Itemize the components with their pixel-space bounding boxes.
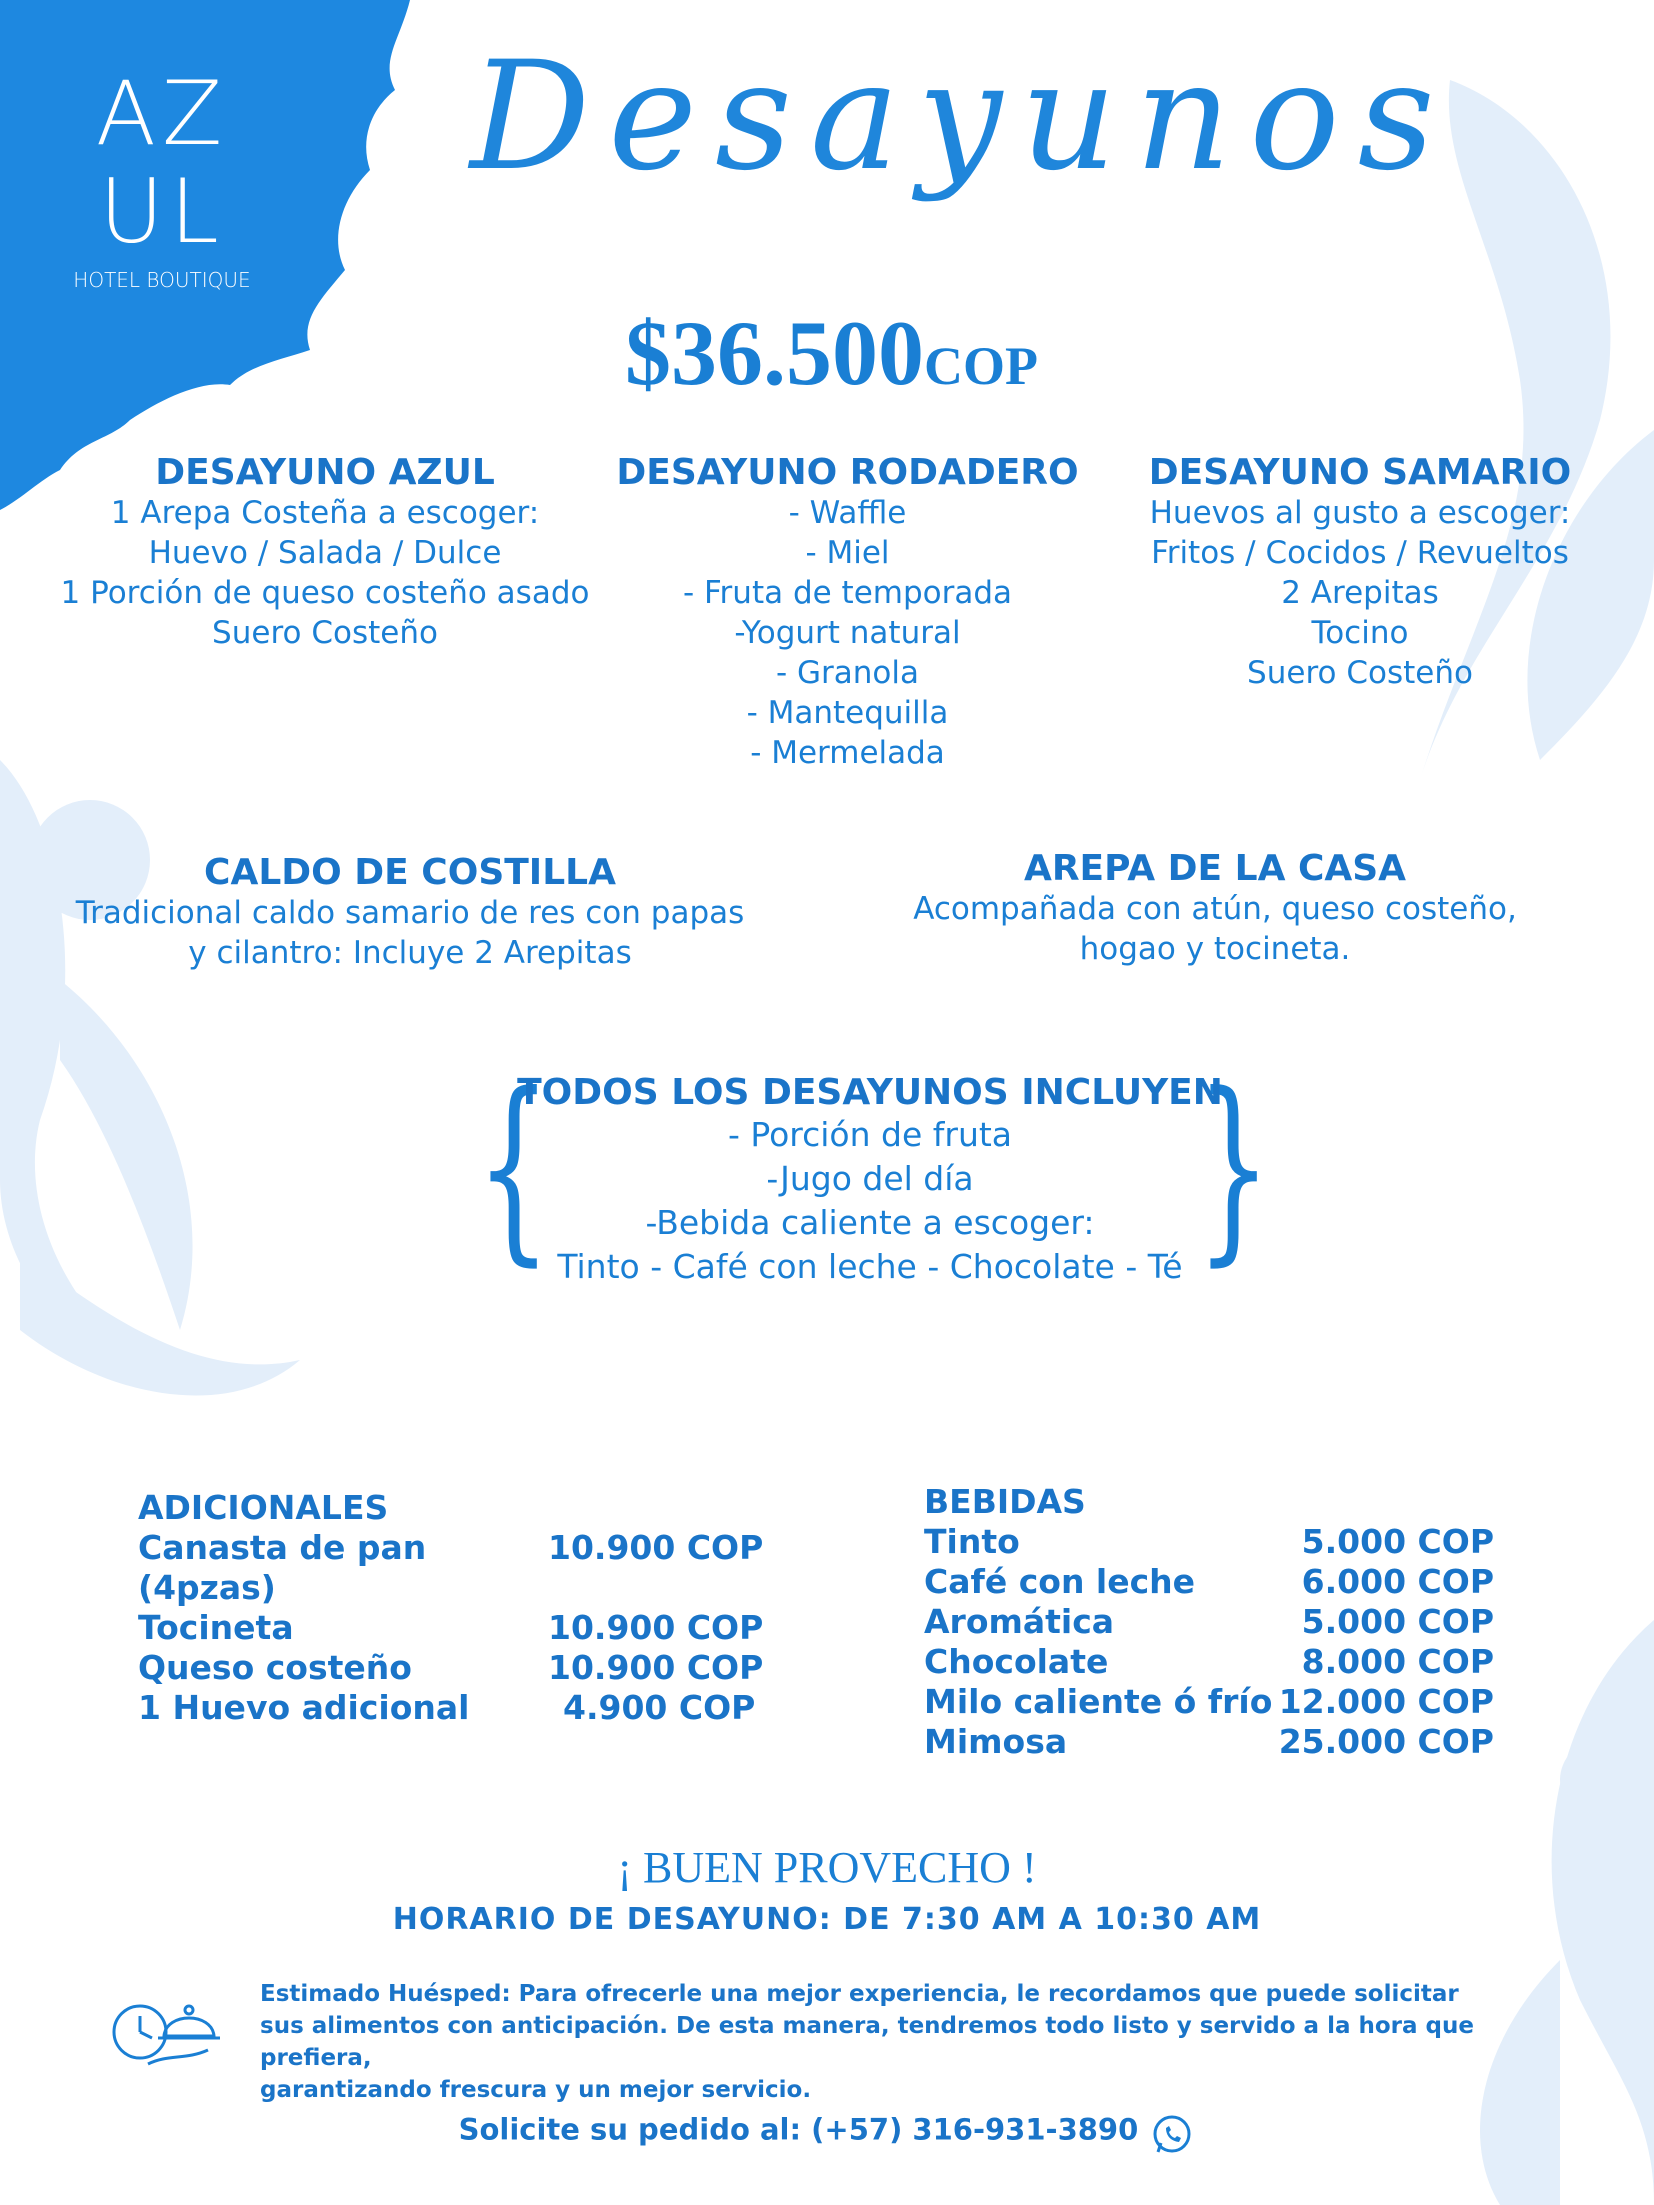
list-item	[924, 1682, 1494, 1722]
item-name: Canasta de pan (4pzas)	[138, 1528, 427, 1607]
breakfast-line: - Granola	[775, 655, 920, 691]
item-price: 25.000 COP	[1278, 1722, 1494, 1761]
bebidas-section	[924, 1482, 1494, 1762]
page-title: Desayunos	[470, 30, 1453, 204]
item-price: 6.000 COP	[1301, 1562, 1494, 1601]
price	[625, 300, 1038, 406]
includes-line: Tinto - Café con leche - Chocolate - Té	[557, 1247, 1183, 1286]
left-brace-icon: {	[475, 1051, 552, 1284]
item-price: 4.900 COP	[563, 1688, 756, 1727]
note-line: sus alimentos con anticipación. De esta manera, tendremos todo listo y servido a la hora que prefiera,	[260, 2013, 1474, 2071]
item-price: 12.000 COP	[1278, 1682, 1494, 1721]
list-item	[924, 1562, 1494, 1602]
includes-line: -Bebida caliente a escoger:	[645, 1203, 1095, 1242]
item-name: Aromática	[924, 1602, 1115, 1641]
note-line: Estimado Huésped: Para ofrecerle una mejor experiencia, le recordamos que puede solicitar	[260, 1981, 1459, 2007]
breakfast-line: - Waffle	[788, 495, 907, 531]
item-name: Mimosa	[924, 1722, 1068, 1761]
breakfast-title: DESAYUNO SAMARIO	[1148, 452, 1572, 493]
item-name: Café con leche	[924, 1562, 1196, 1601]
arepa-line: Acompañada con atún, queso costeño,	[913, 891, 1517, 927]
logo-line1: AZ	[95, 62, 229, 165]
price-currency: COP	[924, 336, 1038, 396]
greeting: ¡ BUEN PROVECHO !	[617, 1843, 1037, 1892]
whatsapp-icon[interactable]	[1149, 2112, 1195, 2158]
breakfast-title: DESAYUNO RODADERO	[616, 452, 1079, 493]
list-item	[138, 1528, 778, 1608]
list-item	[138, 1648, 778, 1688]
arepa-title: AREPA DE LA CASA	[1023, 848, 1407, 889]
caldo-title: CALDO DE COSTILLA	[204, 852, 616, 893]
logo	[62, 62, 262, 292]
list-item	[138, 1688, 778, 1728]
logo-line2: UL	[99, 160, 225, 263]
breakfast-hours: HORARIO DE DESAYUNO: DE 7:30 AM A 10:30 AM	[392, 1902, 1262, 1937]
item-name: Tinto	[924, 1522, 1020, 1561]
breakfast-line: - Fruta de temporada	[682, 575, 1013, 611]
right-brace-icon: }	[1195, 1051, 1272, 1284]
breakfast-line: -Yogurt natural	[734, 615, 961, 651]
breakfast-line: Huevo / Salada / Dulce	[148, 535, 502, 571]
clock-cloche-icon	[108, 1990, 228, 2080]
breakfast-line: - Miel	[805, 535, 890, 571]
caldo-line: Tradicional caldo samario de res con papas	[75, 895, 745, 931]
breakfast-line: Suero Costeño	[212, 615, 438, 651]
list-item	[924, 1602, 1494, 1642]
item-name: Queso costeño	[138, 1648, 412, 1687]
item-price: 5.000 COP	[1301, 1522, 1494, 1561]
adicionales-section	[138, 1488, 778, 1728]
bebidas-title: BEBIDAS	[924, 1482, 1086, 1521]
item-price: 5.000 COP	[1301, 1602, 1494, 1641]
list-item	[924, 1722, 1494, 1762]
price-amount: $36.500	[625, 302, 924, 404]
item-name: Chocolate	[924, 1642, 1109, 1681]
item-price: 10.900 COP	[548, 1648, 764, 1687]
item-name: Tocineta	[138, 1608, 294, 1647]
arepa-line: hogao y tocineta.	[1079, 931, 1351, 967]
order-text: Solicite su pedido al: (+57) 316-931-3890	[458, 2112, 1139, 2147]
guest-note	[260, 1978, 1560, 2106]
list-item	[924, 1522, 1494, 1562]
breakfast-samario	[1120, 452, 1600, 693]
breakfast-title: DESAYUNO AZUL	[155, 452, 495, 493]
breakfast-line: 1 Porción de queso costeño asado	[60, 575, 590, 611]
includes-line: -Jugo del día	[766, 1159, 974, 1198]
breakfast-line: Huevos al gusto a escoger:	[1149, 495, 1571, 531]
breakfast-line: Tocino	[1311, 615, 1409, 651]
includes-line: - Porción de fruta	[727, 1115, 1013, 1154]
breakfast-line: 2 Arepitas	[1281, 575, 1439, 611]
breakfast-rodadero	[600, 452, 1095, 773]
breakfast-line: - Mermelada	[750, 735, 945, 771]
breakfast-line: Suero Costeño	[1247, 655, 1473, 691]
order-contact	[0, 2112, 1654, 2158]
item-price: 10.900 COP	[548, 1528, 764, 1567]
arepa-section	[890, 848, 1540, 969]
breakfast-azul	[30, 452, 620, 653]
caldo-section	[50, 852, 770, 973]
item-price: 10.900 COP	[548, 1608, 764, 1647]
includes-title: TODOS LOS DESAYUNOS INCLUYEN	[517, 1072, 1223, 1113]
list-item	[924, 1642, 1494, 1682]
breakfast-line: 1 Arepa Costeña a escoger:	[110, 495, 540, 531]
adicionales-title: ADICIONALES	[138, 1488, 389, 1527]
includes-section	[500, 1072, 1240, 1289]
item-name: Milo caliente ó frío	[924, 1682, 1273, 1721]
note-line: garantizando frescura y un mejor servicio.	[260, 2077, 812, 2103]
item-name: 1 Huevo adicional	[138, 1688, 470, 1727]
breakfast-line: - Mantequilla	[746, 695, 949, 731]
breakfast-line: Fritos / Cocidos / Revueltos	[1151, 535, 1569, 571]
caldo-line: y cilantro: Incluye 2 Arepitas	[188, 935, 632, 971]
logo-subtitle: HOTEL BOUTIQUE	[73, 268, 251, 292]
list-item	[138, 1608, 778, 1648]
item-price: 8.000 COP	[1301, 1642, 1494, 1681]
